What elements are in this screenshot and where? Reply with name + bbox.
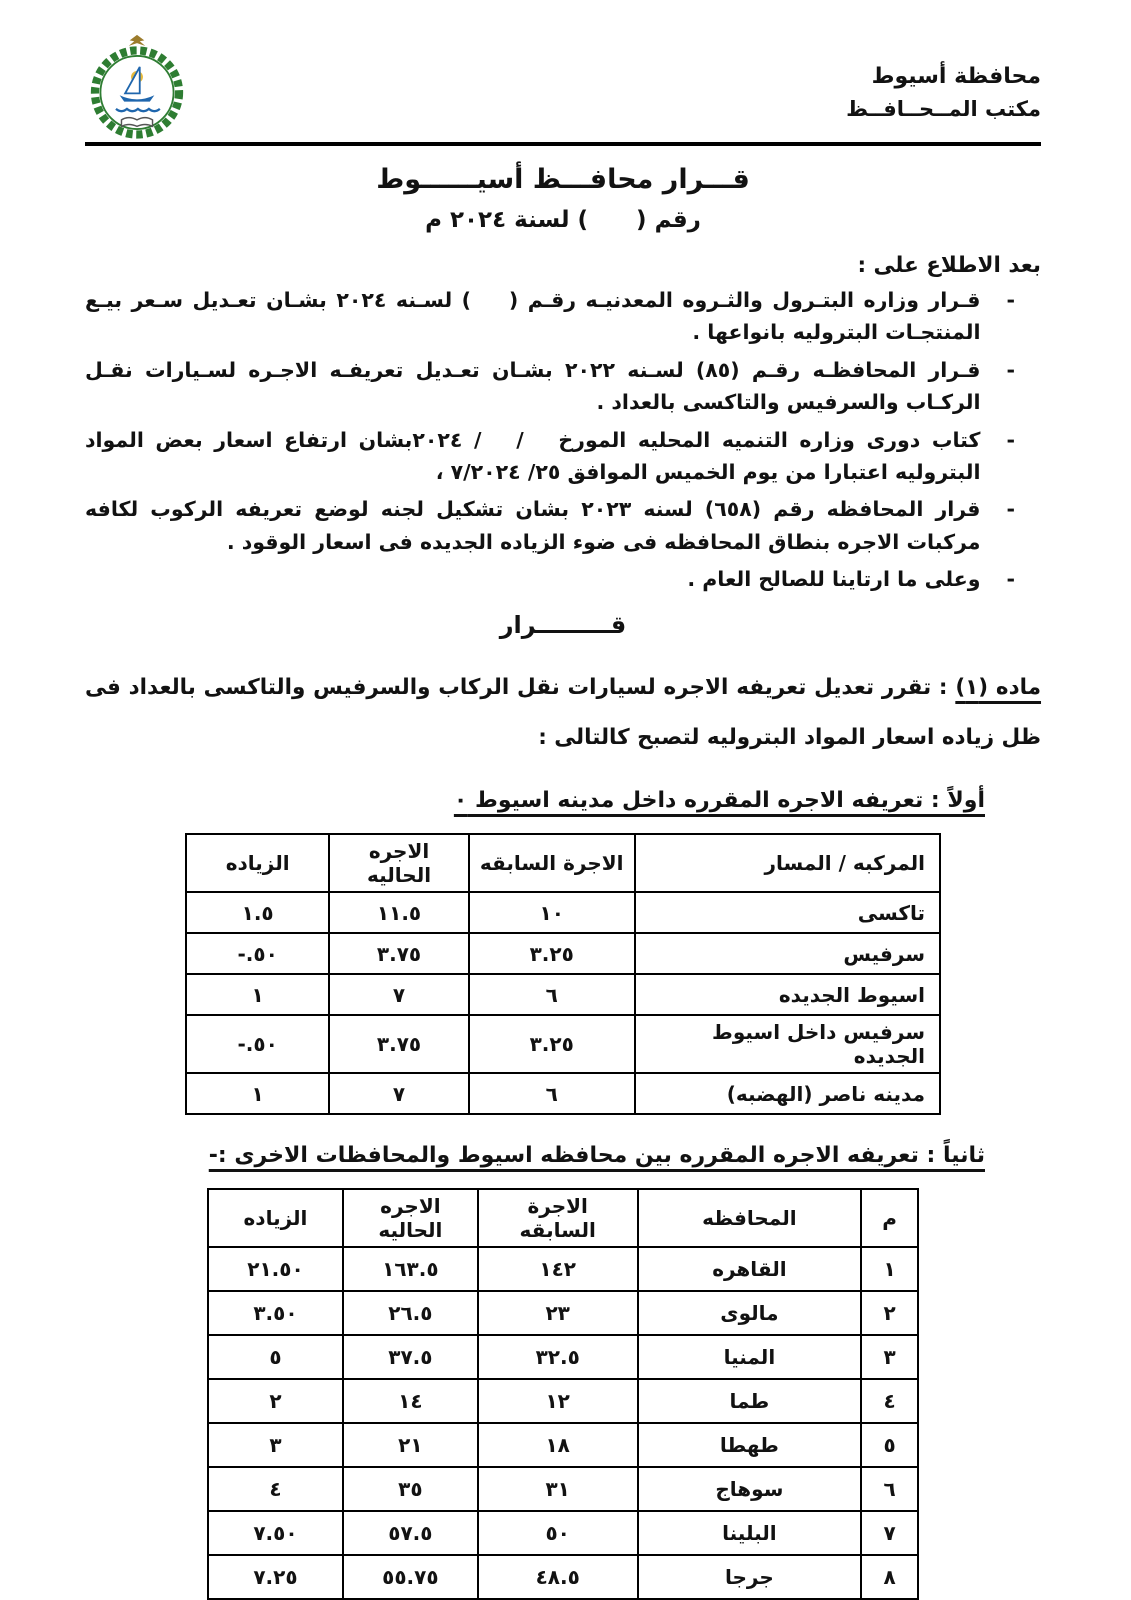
table-cell: البلينا — [638, 1511, 862, 1555]
table-cell: ٧.٥٠ — [208, 1511, 343, 1555]
preamble-item — [85, 354, 1041, 419]
preamble-intro: بعد الاطلاع على : — [857, 253, 1041, 278]
column-header: الزياده — [208, 1189, 343, 1247]
table-cell: سرفيس — [635, 933, 940, 974]
table-cell: -.٥٠ — [186, 1015, 329, 1073]
table-cell: سرفيس داخل اسيوط الجديده — [635, 1015, 940, 1073]
table-cell: ١ — [186, 974, 329, 1015]
table-cell: ٥٥.٧٥ — [343, 1555, 478, 1599]
table-cell: ٥٧.٥ — [343, 1511, 478, 1555]
article-1-text: : تقرر تعديل تعريفه الاجره لسيارات نقل الركاب والسرفيس والتاكسى بالعداد فى ظل زياده اسعار المواد البتروليه لتصبح كالتالى : — [85, 675, 1041, 750]
table-header-row — [186, 834, 940, 892]
governorate-emblem-logo — [85, 34, 189, 140]
preamble-item-text: وعلى ما ارتاينا للصالح العام . — [687, 567, 981, 591]
table-cell: ٨ — [861, 1555, 918, 1599]
table-row — [186, 974, 940, 1015]
column-header: الاجرة السابقه — [469, 834, 635, 892]
table-cell: ٢١.٥٠ — [208, 1247, 343, 1291]
table-cell: طما — [638, 1379, 862, 1423]
table-cell: ٢١ — [343, 1423, 478, 1467]
table-cell: ٤ — [861, 1379, 918, 1423]
governorate-name: محافظة أسيوط — [871, 64, 1041, 89]
table-cell: ١٤٢ — [478, 1247, 638, 1291]
table-cell: ٣.٢٥ — [469, 1015, 635, 1073]
table-cell: ٣.٥٠ — [208, 1291, 343, 1335]
dash-bullet: - — [1006, 497, 1015, 522]
preamble-item-text: قـرار المحافظـه رقـم (٨٥) لسـنه ٢٠٢٢ بشـان تعـديل تعريفـه الاجـره لسـيارات نقـل الركـاب والسرفيس والتاكسى بالعداد . — [85, 357, 981, 415]
table-cell: المنيا — [638, 1335, 862, 1379]
eagle-icon — [129, 35, 145, 46]
section-one-heading — [85, 788, 1041, 813]
table-cell: جرجا — [638, 1555, 862, 1599]
decree-title: قـــرار محافـــظ أسيــــــوط — [376, 164, 750, 195]
table-cell: ٦ — [469, 1073, 635, 1114]
table-cell: تاكسى — [635, 892, 940, 933]
dash-bullet: - — [1006, 288, 1015, 312]
table-row — [208, 1555, 918, 1599]
column-header: الزياده — [186, 834, 329, 892]
table-cell: ٣٢.٥ — [478, 1335, 638, 1379]
table-cell: ٦ — [861, 1467, 918, 1511]
table-row — [186, 1015, 940, 1073]
column-header: الاجره الحاليه — [329, 834, 468, 892]
table-cell: سوهاج — [638, 1467, 862, 1511]
article-1 — [85, 663, 1041, 762]
table-cell: ٣٧.٥ — [343, 1335, 478, 1379]
table-cell: ٤ — [208, 1467, 343, 1511]
intercity-fares-table — [207, 1188, 919, 1600]
article-1-label: ماده (١) — [955, 675, 1042, 701]
column-header: الاجرة السابقه — [478, 1189, 638, 1247]
table-cell: ٢٣ — [478, 1291, 638, 1335]
governor-office-name: مكتب المــحــافــظ — [846, 97, 1041, 121]
preamble-item-text: قرار المحافظه رقم (٦٥٨) لسنه ٢٠٢٣ بشان تشكيل لجنه لوضع تعريفه الركوب لكافه مركبات الاجره بنطاق المحافظه فى ضوء الزياده الجديده فى اسعار الوقود . — [85, 497, 981, 554]
decision-heading: قـــــــــرار — [499, 611, 627, 640]
table-cell: ١٦٣.٥ — [343, 1247, 478, 1291]
table-row — [186, 892, 940, 933]
table-cell: ٣.٧٥ — [329, 933, 468, 974]
table-cell: ١٤ — [343, 1379, 478, 1423]
table-cell: ٣.٧٥ — [329, 1015, 468, 1073]
table-row — [186, 1073, 940, 1114]
preamble-item-text: قـرار وزاره البتـرول والثـروه المعدنيـه رقـم ( ) لسـنه ٢٠٢٤ بشـان تعـديل سـعر بيـع المنتجـات البتروليه بانواعها . — [85, 288, 981, 345]
column-header: المحافظه — [638, 1189, 862, 1247]
preamble-item — [85, 424, 1041, 489]
table-cell: اسيوط الجديده — [635, 974, 940, 1015]
header-divider-rule — [85, 142, 1041, 146]
section-one-heading-text: أولاً : تعريفه الاجره المقرره داخل مدينه اسيوط ٠ — [453, 788, 985, 814]
table-cell: ٢ — [861, 1291, 918, 1335]
preamble-item — [85, 493, 1041, 558]
table-cell: ١ — [186, 1073, 329, 1114]
preamble-item — [85, 563, 1041, 595]
section-two-heading-text: ثانياً : تعريفه الاجره المقرره بين محافظه اسيوط والمحافظات الاخرى :- — [208, 1143, 985, 1169]
table-cell: ٧ — [329, 974, 468, 1015]
column-header: الاجره الحاليه — [343, 1189, 478, 1247]
table-row — [208, 1467, 918, 1511]
table-cell: ٤٨.٥ — [478, 1555, 638, 1599]
table-cell: ٣١ — [478, 1467, 638, 1511]
table-cell: ٢٦.٥ — [343, 1291, 478, 1335]
header-text-block — [846, 34, 1041, 127]
table-cell: القاهره — [638, 1247, 862, 1291]
emblem-svg — [85, 34, 189, 140]
table-row — [186, 933, 940, 974]
preamble-list — [85, 284, 1041, 595]
table-cell: ١٠ — [469, 892, 635, 933]
table-cell: ١٢ — [478, 1379, 638, 1423]
table-cell: ٧.٢٥ — [208, 1555, 343, 1599]
table-cell: ٥ — [208, 1335, 343, 1379]
decree-number-line: رقم ( ) لسنة ٢٠٢٤ م — [425, 207, 701, 233]
preamble-item-text: كتاب دورى وزاره التنميه المحليه المورخ / / ٢٠٢٤بشان ارتفاع اسعار بعض المواد البتروليه اعتبارا من يوم الخميس الموافق ٢٥/ ٧/٢٠٢٤ ، — [85, 427, 981, 484]
city-fares-table — [185, 833, 941, 1115]
column-header: المركبه / المسار — [635, 834, 940, 892]
table-cell: ٧ — [861, 1511, 918, 1555]
table-cell: ٣ — [861, 1335, 918, 1379]
column-header: م — [861, 1189, 918, 1247]
table-cell: ٣ — [208, 1423, 343, 1467]
table-cell: ٥٠ — [478, 1511, 638, 1555]
table-cell: ١.٥ — [186, 892, 329, 933]
table-row — [208, 1247, 918, 1291]
section-two-heading — [85, 1143, 1041, 1168]
table-cell: ١١.٥ — [329, 892, 468, 933]
dash-bullet: - — [1006, 357, 1015, 382]
table-cell: -.٥٠ — [186, 933, 329, 974]
dash-bullet: - — [1006, 427, 1015, 452]
table-cell: طهطا — [638, 1423, 862, 1467]
table-row — [208, 1291, 918, 1335]
table-cell: مالوى — [638, 1291, 862, 1335]
dash-bullet: - — [1006, 567, 1015, 591]
table-cell: ٧ — [329, 1073, 468, 1114]
table-cell: ٢ — [208, 1379, 343, 1423]
preamble-item — [85, 284, 1041, 349]
table-row — [208, 1511, 918, 1555]
table-cell: ١ — [861, 1247, 918, 1291]
table-cell: ٦ — [469, 974, 635, 1015]
table-cell: ٣.٢٥ — [469, 933, 635, 974]
table-row — [208, 1335, 918, 1379]
table-cell: ٣٥ — [343, 1467, 478, 1511]
table-row — [208, 1379, 918, 1423]
table-cell: مدينه ناصر (الهضبه) — [635, 1073, 940, 1114]
table-cell: ١٨ — [478, 1423, 638, 1467]
table-header-row — [208, 1189, 918, 1247]
document-header — [85, 34, 1041, 140]
table-row — [208, 1423, 918, 1467]
table-cell: ٥ — [861, 1423, 918, 1467]
